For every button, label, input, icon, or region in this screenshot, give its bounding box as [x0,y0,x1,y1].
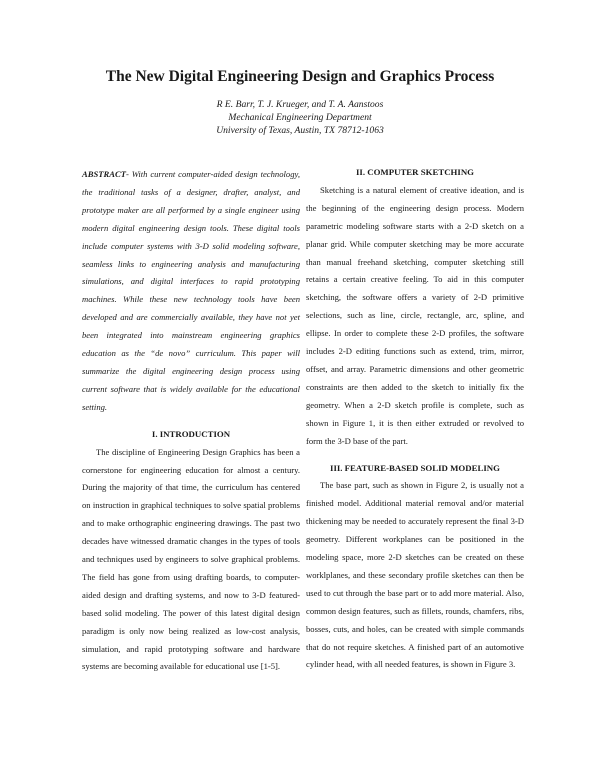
author-names: R E. Barr, T. J. Krueger, and T. A. Aanstoos [216,99,384,110]
author-block [0,98,600,137]
introduction-paragraph: The discipline of Engineering Design Graphics has been a cornerstone for engineering education for almost a century. During the majority of that time, the curriculum has centered on instruction in graphical techniques to solve spatial problems and to make orthographic engineering drawings. The past two decades have witnessed dramatic changes in the types of tools and techniques used by engineers to solve graphical problems. The field has gone from using drafting boards, to computer-aided design and drafting systems, and now to 3-D featured-based solid modeling. The power of this latest digital design paradigm is only now being realized as low-cost analysis, simulation, and rapid prototyping software and hardware systems are becoming available for educational use [1-5]. [82,446,300,672]
section-heading-introduction: I. INTRODUCTION [151,428,231,439]
computer-sketching-paragraph: Sketching is a natural element of creative ideation, and is the beginning of the engineering design process. Modern parametric modeling software starts with a 2-D sketch on a planar grid. While computer sketching may be more accurate than manual freehand sketching, computer sketching still retains a certain creative feeling. To aid in this computer sketching, the software offers a variety of 2-D primitive selections, such as line, circle, rectangle, arc, spline, and ellipse. In order to complete these 2-D profiles, the software includes 2-D editing functions such as extend, trim, mirror, offset, and array. Parametric dimensions and other geometric constraints are then added to the sketch to initially fix the geometry. When a 2-D sketch profile is complete, such as shown in Figure 1, it is then either extruded or revolved to form the 3-D base of the part. [306,184,524,446]
author-institution: University of Texas, Austin, TX 78712-1063 [216,125,384,136]
left-column [82,166,300,676]
abstract-label: ABSTRACT [82,169,126,179]
paper-title: The New Digital Engineering Design and Graphics Process [105,68,495,85]
right-column [306,164,524,674]
feature-modeling-paragraph: The base part, such as shown in Figure 2, is usually not a finished model. Additional material removal and/or material thickening may be needed to accurately represent the final 3-D geometry. Different workplanes can be positioned in the modeling space, more 2-D sketches can be created on these worklplanes, and these secondary profile sketches can then be used to cut through the base part or to add more material. Also, common design features, such as fillets, rounds, chamfers, ribs, bosses, cuts, and holes, can be created with simple commands that do not require sketches. A finished part of an automotive cylinder head, with all needed features, is shown in Figure 3. [306,480,524,670]
section-heading-feature-modeling: III. FEATURE-BASED SOLID MODELING [330,462,500,473]
author-department: Mechanical Engineering Department [228,112,372,123]
abstract [82,166,300,417]
abstract-text: - With current computer-aided design technology, the traditional tasks of a designer, drafter, analyst, and prototype maker are all performed by a single engineer using modern digital engineering design tools. These digital tools include computer systems with 3-D solid modeling software, seamless links to engineering analysis and manufacturing simulations, and digital interfaces to rapid prototyping machines. While these new technology tools have been developed and are commercially available, they have not yet been integrated into mainstream engineering graphics education as the “de novo” curriculum. This paper will summarize the digital engineering design process using current software that is widely available for the educational setting. [82,169,300,412]
section-heading-computer-sketching: II. COMPUTER SKETCHING [355,167,475,177]
